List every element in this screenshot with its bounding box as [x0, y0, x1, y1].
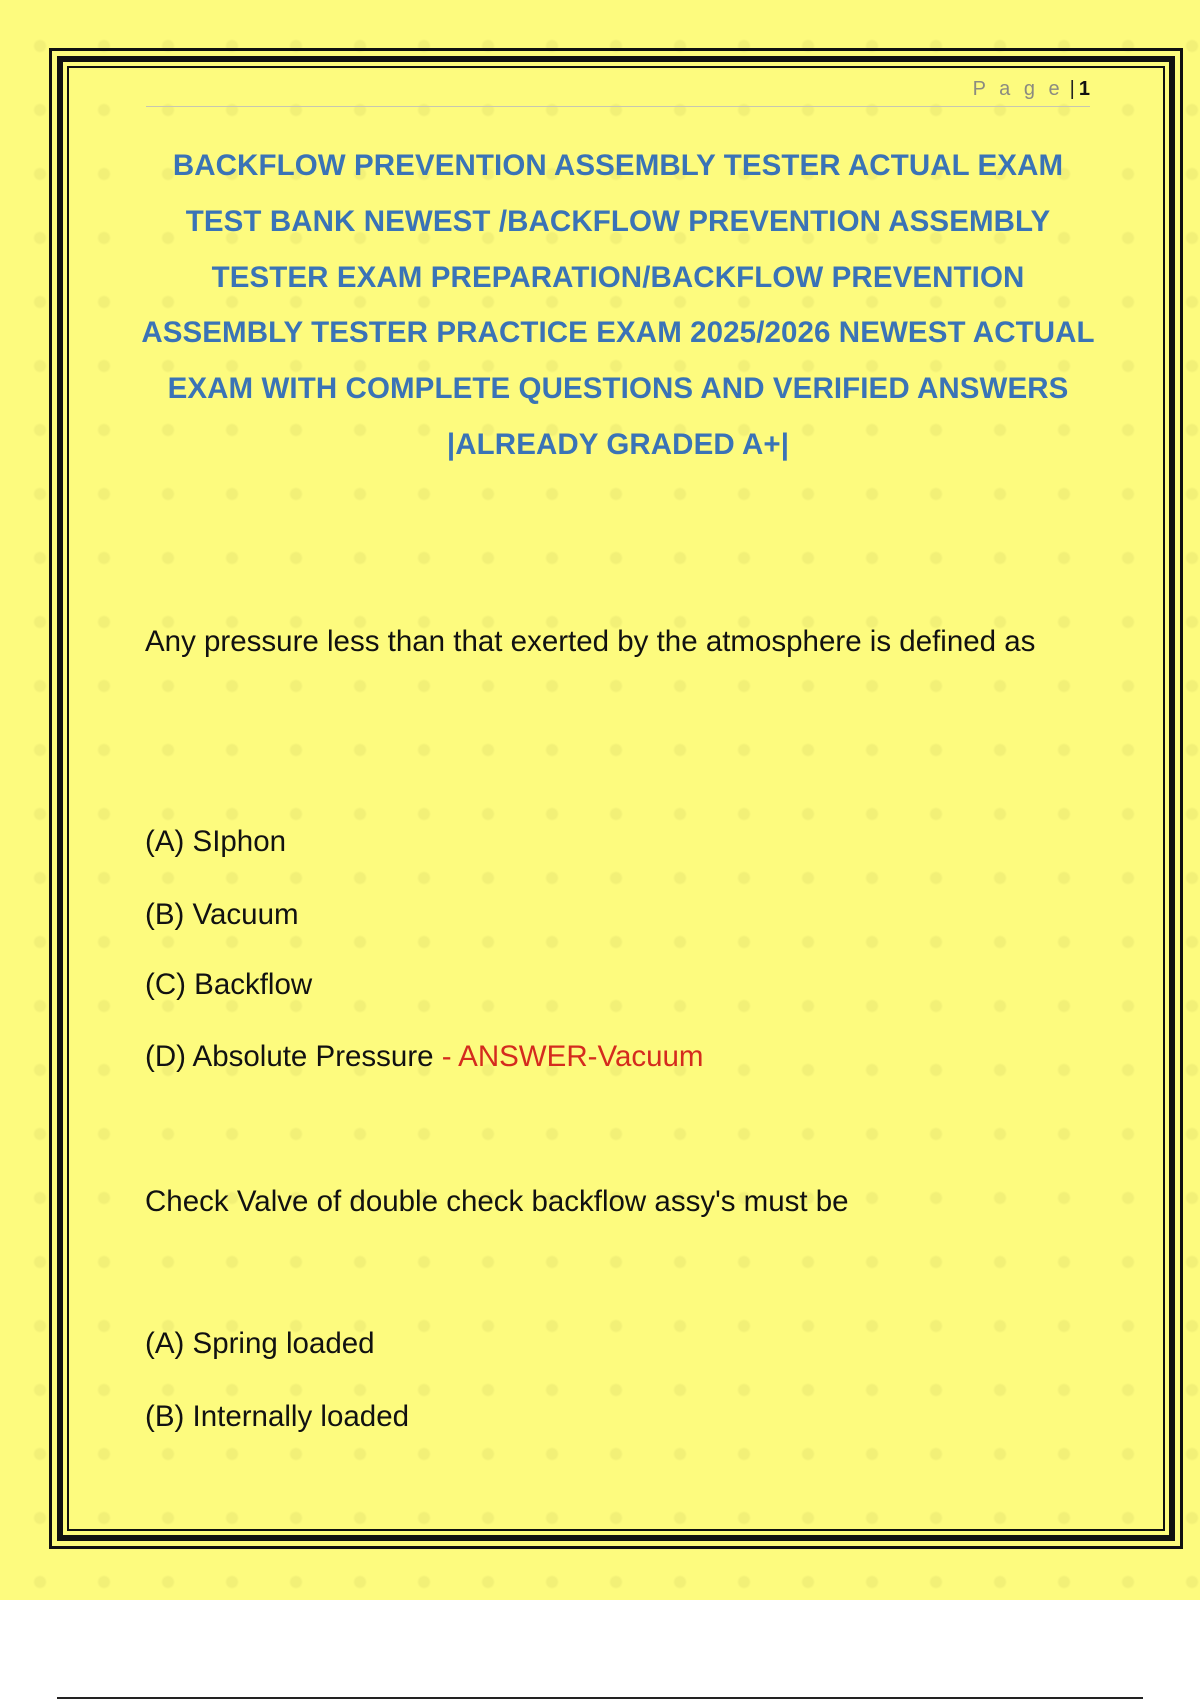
question-1-option-d-label: (D) Absolute Pressure — [145, 1040, 434, 1073]
footer-divider — [57, 1697, 1143, 1699]
page-label: P a g e — [972, 78, 1064, 100]
question-1-option-c: (C) Backflow — [145, 968, 313, 1001]
document-title: BACKFLOW PREVENTION ASSEMBLY TESTER ACTUAL EXAM TEST BANK NEWEST /BACKFLOW PREVENTION ASSEMBLY TESTER EXAM PREPARATION/BACKFLOW PREVENTION ASSEMBLY TESTER PRACTICE EXAM 2025/2026 NEWEST ACTUAL EXAM WITH COMPLETE QUESTIONS AND VERIFIED ANSWERS |ALREADY GRADED A+| — [141, 149, 1095, 461]
question-1-text: Any pressure less than that exerted by the atmosphere is defined as — [145, 625, 1036, 658]
question-1-option-d — [145, 1033, 1085, 1081]
page-header — [146, 74, 1090, 107]
question-1-option-b: (B) Vacuum — [145, 898, 299, 931]
page-separator: | — [1069, 78, 1075, 100]
question-1-answer: - ANSWER-Vacuum — [433, 1040, 704, 1073]
question-2-option-a: (A) Spring loaded — [145, 1327, 375, 1360]
question-2-option-b: (B) Internally loaded — [145, 1400, 410, 1433]
page-number: 1 — [1078, 78, 1090, 100]
question-2-text: Check Valve of double check backflow assy's must be — [145, 1185, 849, 1218]
question-1-option-a: (A) SIphon — [145, 825, 287, 858]
